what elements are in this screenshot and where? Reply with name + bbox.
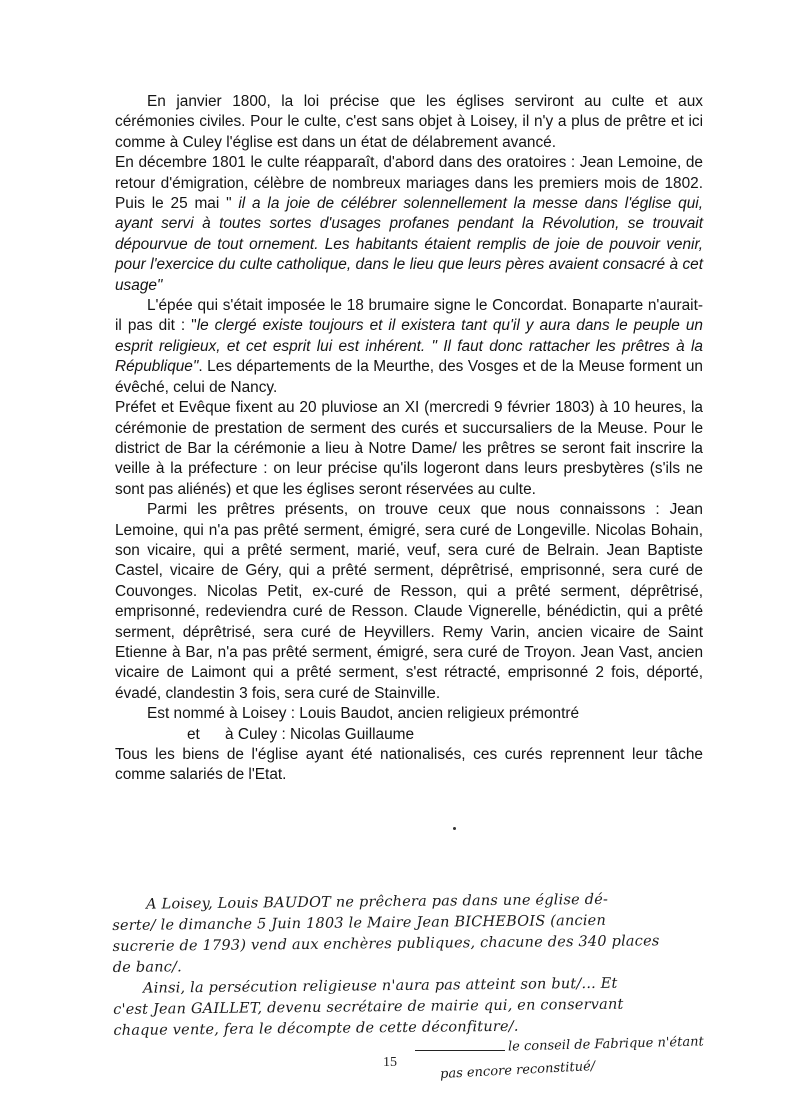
paragraph-3-text: L'épée qui s'était imposée le 18 brumaire signe le Concordat. Bonaparte n'aurait-il pas dit : " (115, 297, 703, 335)
paragraph-2-text: En décembre 1801 le culte réapparaît, d'abord dans des oratoires : Jean Lemoine, de retour d'émigration, célèbre de nombreux mariages dans les premiers mois de 1802. Puis le 25 mai " (115, 154, 703, 213)
paragraph-3-end: . Les départements de la Meurthe, des Vosges et de la Meuse forment un évêché, celui de Nancy. (115, 358, 703, 396)
handwritten-line: A Loisey, Louis BAUDOT ne prêchera pas dans une église dé- (146, 891, 609, 913)
handwritten-line: chaque vente, fera le décompte de cette déconfiture/. (113, 1018, 519, 1039)
paragraph-6: Tous les biens de l'église ayant été nationalisés, ces curés reprennent leur tâche comme salariés de l'Etat. (115, 746, 703, 784)
nominee-et: et (187, 725, 200, 743)
paragraph-2-quote: il a la joie de célébrer solennellement la messe dans l'église qui, ayant servi à toutes sortes d'usages profanes pendant la Révolution, se trouvait dépourvue de tout ornement. Les habitants étaient remplis de joie de pouvoir venir, pour l'exercice du culte catholique, dans le lieu que leurs pères avaient consacré à cet usage" (115, 195, 703, 294)
paragraph-3 (115, 296, 703, 398)
handwritten-note (112, 888, 754, 1042)
nominee-loisey: Est nommé à Loisey : Louis Baudot, ancien religieux prémontré (147, 705, 580, 723)
handwritten-underline (415, 1050, 505, 1051)
paragraph-3-quote: le clergé existe toujours et il existera tant qu'il y aura dans le peuple un esprit religieux, et cet esprit lui est inhérent. " Il faut donc rattacher les prêtres à la République" (115, 317, 703, 376)
paragraph-4: Préfet et Evêque fixent au 20 pluviose an XI (mercredi 9 février 1803) à 10 heures, la cérémonie de prestation de serment des curés et succursaliers de la Meuse. Pour le district de Bar la cérémonie a lieu à Notre Dame/ les prêtres se seront fait inscrire la veille à la préfecture : on leur précise qu'ils logeront dans leurs presbytères (s'ils ne sont pas aliénés) et que les églises seront réservées au culte. (115, 399, 703, 498)
paragraph-1: En janvier 1800, la loi précise que les églises serviront au culte et aux cérémonies civiles. Pour le culte, c'est sans objet à Loisey, il n'y a plus de prêtre et ici comme à Culey l'église est dans un état de délabrement avancé. (115, 93, 703, 151)
handwritten-line: c'est Jean GAILLET, devenu secrétaire de mairie qui, en conservant (113, 996, 624, 1018)
typed-text-body (115, 92, 703, 786)
handwritten-footnote-2: pas encore reconstitué/ (439, 1058, 596, 1083)
page-number: 15 (383, 1055, 397, 1070)
paragraph-2 (115, 153, 703, 296)
handwritten-footnote-1: le conseil de Fabrique n'étant (507, 1034, 704, 1055)
handwritten-line: sucrerie de 1793) vend aux enchères publiques, chacune des 340 places (112, 933, 660, 955)
handwritten-line: de banc/. (112, 959, 183, 976)
handwritten-line: serte/ le dimanche 5 Juin 1803 le Maire Jean BICHEBOIS (ancien (112, 912, 607, 934)
handwritten-line: Ainsi, la persécution religieuse n'aura pas atteint son but/... Et (142, 975, 618, 997)
paragraph-5: Parmi les prêtres présents, on trouve ceux que nous connaissons : Jean Lemoine, qui n'a pas prêté serment, émigré, sera curé de Longeville. Nicolas Bohain, son vicaire, qui a prêté serment, marié, veuf, sera curé de Belrain. Jean Baptiste Castel, vicaire de Géry, qui a prêté serment, déprêtrisé, emprisonné, sera curé de Couvonges. Nicolas Petit, ex-curé de Resson, qui a prêté serment, déprêtrisé, emprisonné, redeviendra curé de Resson. Claude Vignerelle, bénédictin, qui a prêté serment, déprêtrisé, sera curé de Heyvillers. Remy Varin, ancien vicaire de Saint Etienne à Bar, n'a pas prêté serment, émigré, sera curé de Troyon. Jean Vast, ancien vicaire de Laimont qui a prêté serment, s'est rétracté, emprisonné 2 fois, déporté, évadé, clandestin 3 fois, sera curé de Stainville. (115, 501, 703, 702)
nominee-culey: à Culey : Nicolas Guillaume (225, 725, 415, 743)
stray-dot (453, 827, 456, 830)
nominee-culey-line (115, 725, 703, 745)
